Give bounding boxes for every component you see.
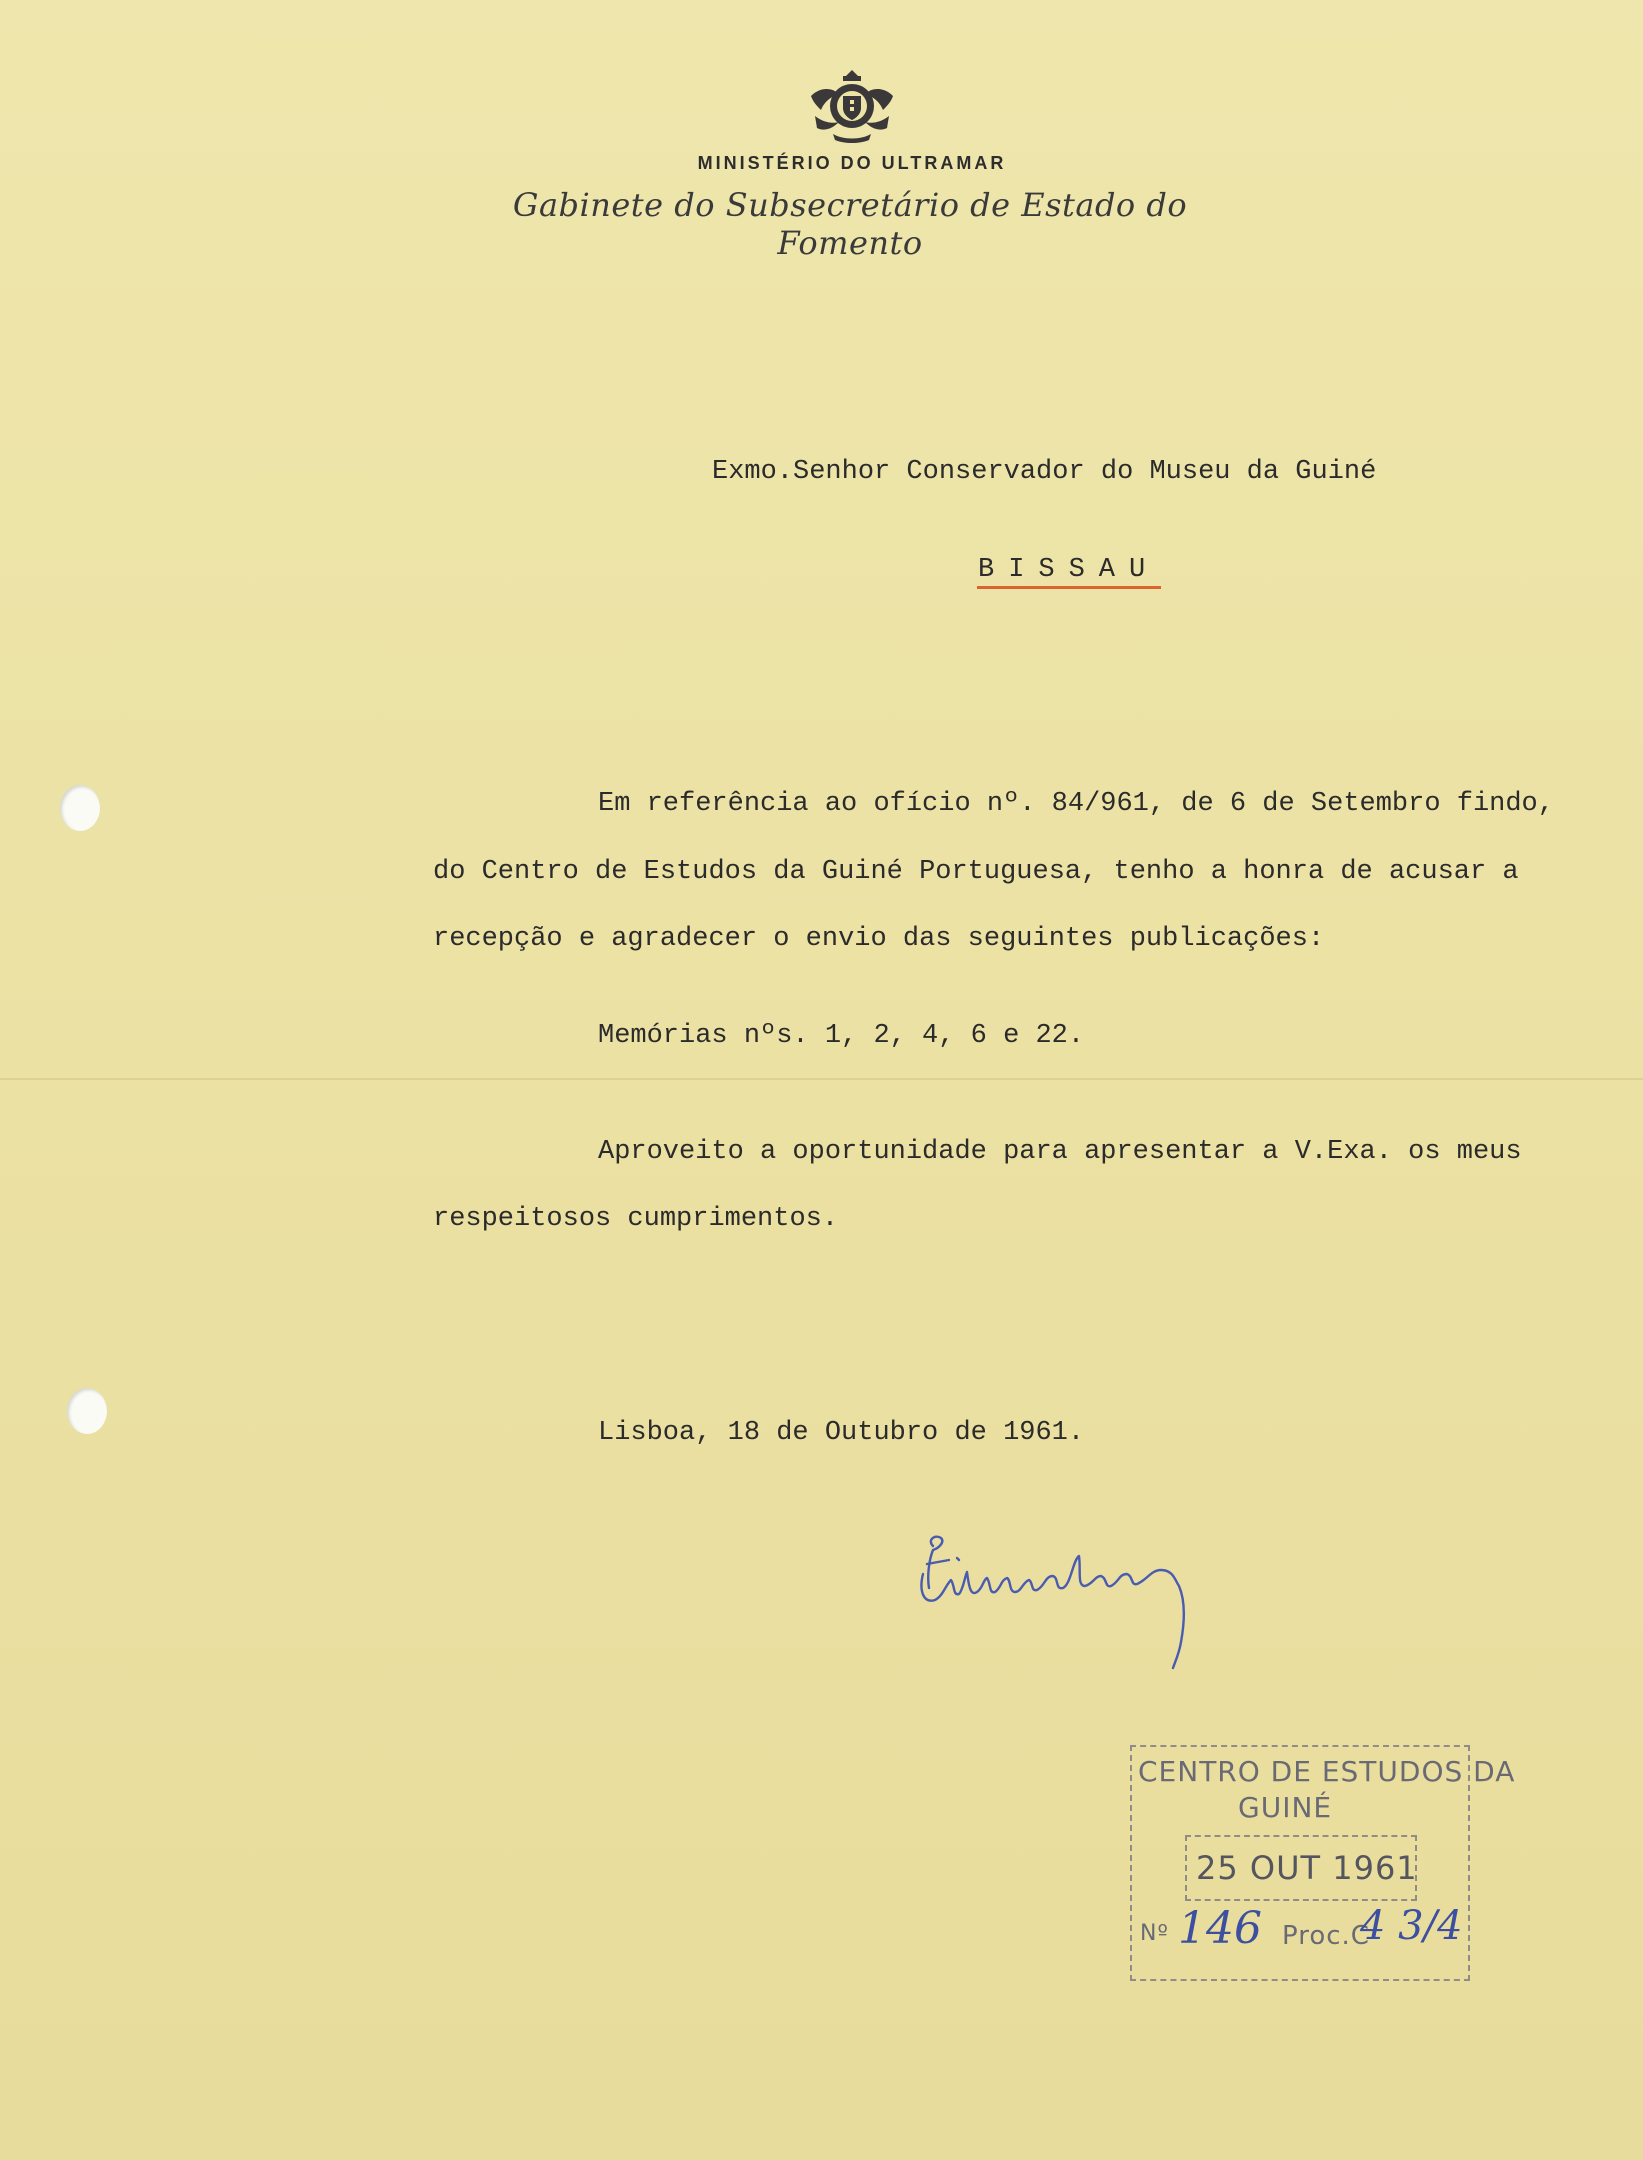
city-underline xyxy=(977,586,1161,589)
stamp-region: GUINÉ xyxy=(1238,1791,1333,1824)
paper-fold-line xyxy=(0,1078,1643,1080)
received-stamp xyxy=(1130,1745,1516,1985)
ministry-title: MINISTÉRIO DO ULTRAMAR xyxy=(697,153,1007,173)
paragraph-1-line-1: Em referência ao ofício nº. 84/961, de 6 de Setembro findo, xyxy=(598,789,1554,819)
cabinet-subtitle: Gabinete do Subsecretário de Estado do Fomento xyxy=(512,186,1188,262)
stamp-proc-value: 4 3/4 xyxy=(1360,1903,1463,1949)
paragraph-1-line-3: recepção e agradecer o envio das seguintes publicações: xyxy=(433,924,1325,954)
coat-of-arms-icon xyxy=(803,66,901,148)
punch-hole-bottom xyxy=(67,1388,107,1434)
stamp-number-label: Nº xyxy=(1140,1921,1169,1946)
paragraph-2-line-1: Aproveito a oportunidade para apresentar a V.Exa. os meus xyxy=(598,1137,1522,1167)
paragraph-1-line-2: do Centro de Estudos da Guiné Portuguesa, tenho a honra de acusar a xyxy=(433,857,1519,887)
handwritten-signature xyxy=(905,1530,1275,1700)
place-and-date: Lisboa, 18 de Outubro de 1961. xyxy=(598,1418,1085,1448)
stamp-institution: CENTRO DE ESTUDOS DA xyxy=(1138,1755,1516,1788)
addressee-city: BISSAU xyxy=(978,555,1160,585)
stamp-date: 25 OUT 1961 xyxy=(1196,1849,1418,1887)
punch-hole-top xyxy=(60,785,100,831)
addressee-line: Exmo.Senhor Conservador do Museu da Guiné xyxy=(712,457,1377,487)
publications-list: Memórias nºs. 1, 2, 4, 6 e 22. xyxy=(598,1021,1085,1051)
stamp-proc-label: Proc.C xyxy=(1282,1921,1370,1951)
stamp-number-value: 146 xyxy=(1178,1903,1262,1954)
paragraph-2-line-2: respeitosos cumprimentos. xyxy=(433,1204,839,1234)
